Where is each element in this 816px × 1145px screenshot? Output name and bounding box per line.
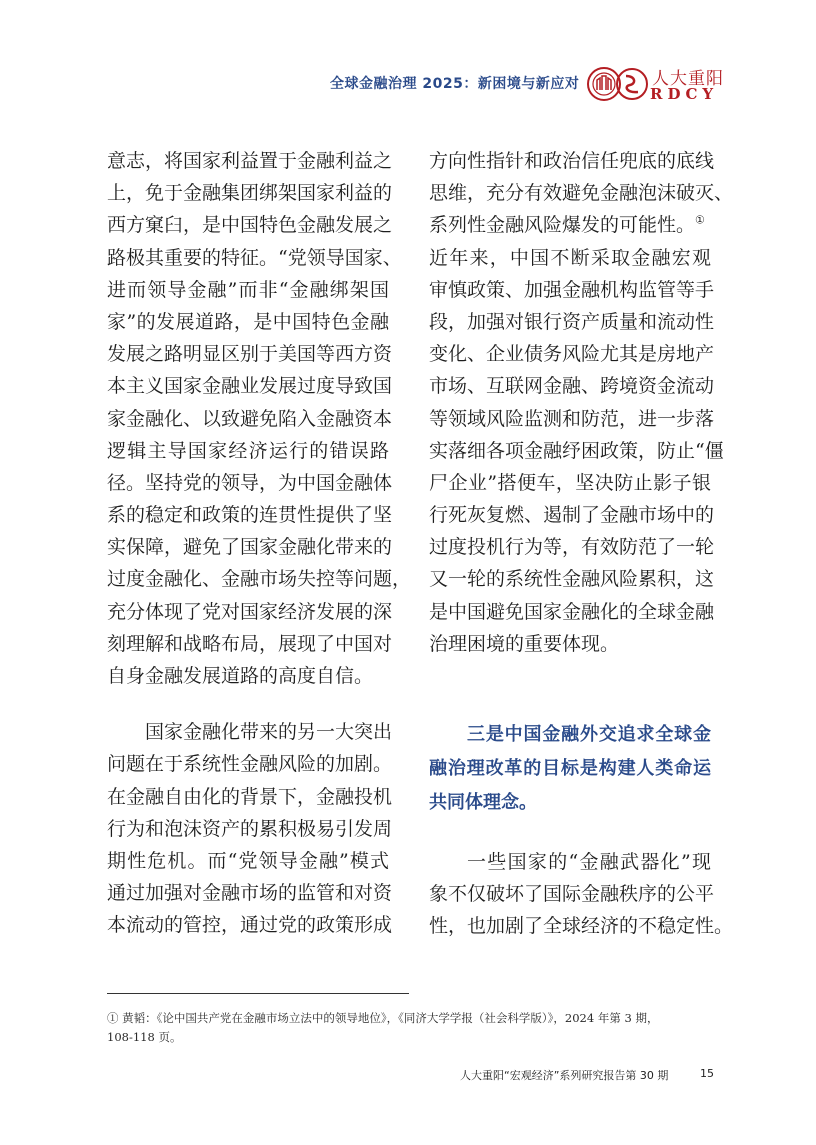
text-line: 又一轮的系统性金融风险累积，这	[429, 568, 715, 591]
paragraph-2	[107, 716, 393, 941]
text-line: 近年来，中国不断采取金融宏观	[429, 246, 711, 269]
text-line: 变化、企业债务风险尤其是房地产	[429, 343, 715, 366]
page-number: 15	[700, 1067, 714, 1080]
text-line: 实保障，避免了国家金融化带来的	[107, 536, 393, 559]
text-line: 问题在于系统性金融风险的加剧。	[107, 753, 393, 776]
text-line: 自身金融发展道路的高度自信。	[107, 665, 374, 687]
heading-line: 融治理改革的目标是构建人类命运	[429, 758, 711, 779]
text-line: 段，加强对银行资产质量和流动性	[429, 310, 715, 333]
text-line: 发展之路明显区别于美国等西方资	[107, 343, 393, 366]
text-line: 在金融自由化的背景下，金融投机	[107, 785, 393, 808]
paragraph-continued	[429, 145, 734, 660]
logo-chinese-text: 人大重阳	[652, 69, 724, 89]
text-line: 路极其重要的特征。“党领导国家、	[107, 246, 402, 269]
text-line: 市场、互联网金融、跨境资金流动	[429, 375, 715, 398]
text-line: 上，免于金融集团绑架国家利益的	[107, 182, 393, 205]
text-line: 国家金融化带来的另一大突出	[145, 721, 393, 744]
rdcy-emblem-icon	[584, 62, 648, 106]
right-column	[429, 145, 734, 943]
text-line: 西方窠臼，是中国特色金融发展之	[107, 214, 393, 237]
text-line: 过度投机行为等，有效防范了一轮	[429, 536, 715, 559]
footnote-marker: ①	[695, 214, 705, 228]
text-line: 本流动的管控，通过党的政策形成	[107, 914, 393, 937]
text-line: 进而领导金融”而非“金融绑架国	[107, 278, 389, 301]
paragraph-1	[107, 145, 412, 692]
text-line: 径。坚持党的领导，为中国金融体	[107, 471, 393, 494]
left-column	[107, 145, 412, 942]
text-line: 一些国家的“金融武器化”现	[467, 851, 711, 873]
paragraph-3	[429, 846, 734, 943]
text-line: 通过加强对金融市场的监管和对资	[107, 882, 393, 905]
header-title: 全球金融治理 2025：新困境与新应对	[330, 76, 580, 92]
text-line: 象不仅破坏了国际金融秩序的公平	[429, 883, 715, 906]
text-line: 性，也加剧了全球经济的不稳定性。	[429, 915, 734, 938]
footnote-line: ① 黄韬：《论中国共产党在金融市场立法中的领导地位》，《同济大学学报（社会科学版）》，2024 年第 3 期，	[107, 1011, 659, 1025]
footnote	[107, 1009, 712, 1047]
heading-line: 共同体理念。	[429, 792, 537, 813]
text-line: 过度金融化、金融市场失控等问题，	[107, 568, 412, 591]
text-line	[429, 209, 711, 241]
text-line: 尸企业”搭便车，坚决防止影子银	[429, 471, 711, 494]
text-line: 是中国避免国家金融化的全球金融	[429, 600, 715, 623]
text-line: 期性危机。而“党领导金融”模式	[107, 849, 389, 872]
rdcy-logo	[584, 62, 724, 106]
footnote-line: 108-118 页。	[107, 1030, 182, 1044]
text-line: 思维，充分有效避免金融泡沫破灭、	[429, 182, 734, 205]
text-line: 行为和泡沫资产的累积极易引发周	[107, 817, 393, 840]
text-line: 意志，将国家利益置于金融利益之	[107, 150, 393, 172]
text-line: 本主义国家金融业发展过度导致国	[107, 375, 393, 398]
text-segment: 系列性金融风险爆发的可能性。	[429, 214, 696, 237]
text-line: 逻辑主导国家经济运行的错误路	[107, 439, 389, 462]
footnote-divider	[107, 993, 409, 994]
section-heading	[429, 718, 711, 820]
footer-series-title: 人大重阳“宏观经济”系列研究报告第 30 期	[460, 1069, 669, 1082]
text-line: 系的稳定和政策的连贯性提供了坚	[107, 504, 393, 527]
text-line: 家金融化、以致避免陷入金融资本	[107, 407, 393, 430]
text-line: 审慎政策、加强金融机构监管等手	[429, 278, 715, 301]
text-line: 等领域风险监测和防范，进一步落	[429, 407, 715, 430]
text-line: 行死灰复燃、遏制了金融市场中的	[429, 504, 715, 527]
text-line: 充分体现了党对国家经济发展的深	[107, 600, 393, 623]
heading-line: 三是中国金融外交追求全球金	[467, 724, 711, 745]
text-line: 刻理解和战略布局，展现了中国对	[107, 632, 393, 655]
text-line: 实落细各项金融纾困政策，防止“僵	[429, 439, 724, 462]
logo-english-text: RDCY	[650, 85, 719, 103]
text-line: 方向性指针和政治信任兜底的底线	[429, 150, 715, 172]
text-line: 家”的发展道路，是中国特色金融	[107, 310, 389, 333]
text-line: 治理困境的重要体现。	[429, 632, 620, 655]
